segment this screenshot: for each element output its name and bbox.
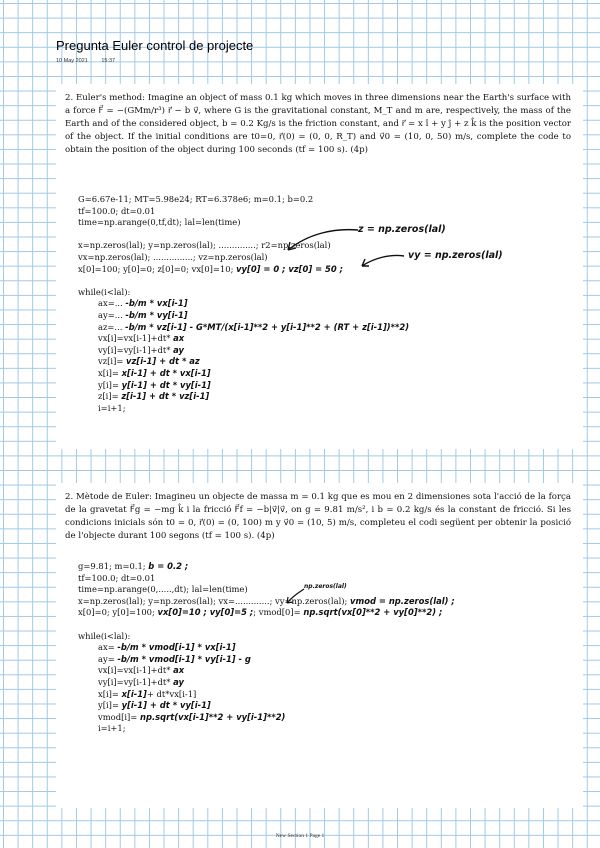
code-line: z[i]= z[i-1] + dt * vz[i-1] [98,391,210,402]
code-line: time=np.arange(0,.....,dt); lal=len(time) [78,584,248,595]
code-line: ax= -b/m * vmod[i-1] * vx[i-1] [98,642,236,653]
code-line: ay= -b/m * vmod[i-1] * vy[i-1] - g [98,653,251,664]
handwritten-answer: -b/m * vy[i-1] [125,309,188,320]
handwritten-answer: ax [173,665,185,676]
code-line: vmod[i]= np.sqrt(vx[i-1]**2 + vy[i-1]**2) [98,711,286,722]
code-line: vx[i]=vx[i-1]+dt* ax [98,333,185,344]
arrow-icon [278,222,364,256]
handwritten-answer: vx[0]=10 ; vy[0]=5 ; [157,607,254,618]
code-line: i=i+1; [98,723,126,734]
handwritten-answer: y[i-1] + dt * vy[i-1] [121,700,211,711]
code-line: tf=100.0; dt=0.01 [78,572,156,583]
code-line: time=np.arange(0,tf,dt); lal=len(time) [78,217,241,228]
code-line: y[i]= y[i-1] + dt * vy[i-1] [98,379,211,390]
code-line: x[i]= x[i-1]+ dt*vx[i-1] [98,688,197,699]
handwritten-answer: x[i-1] + dt * vx[i-1] [121,367,211,378]
question-1-card [56,84,583,449]
page-title: Pregunta Euler control de projecte [56,38,254,53]
arrow-icon [356,246,408,272]
handwritten-answer: x[i-1] [121,688,147,699]
handwritten-answer: vmod = np.zeros(lal) ; [350,595,455,606]
code-line: ay=... -b/m * vy[i-1] [98,309,188,320]
page-time: 15:37 [101,58,116,64]
handwritten-note-vy: vy = np.zeros(lal) [408,250,503,261]
handwritten-answer: z[i-1] + dt * vz[i-1] [121,391,210,402]
handwritten-answer: y[i-1] + dt * vy[i-1] [121,379,211,390]
handwritten-answer: vz[i-1] + dt * az [126,356,200,367]
code-line: x[i]= x[i-1] + dt * vx[i-1] [98,367,211,378]
question-2-code [78,561,455,735]
code-line: x[0]=0; y[0]=100; vx[0]=10 ; vy[0]=5 ;; vmod[0]= np.sqrt(vx[0]**2 + vy[0]**2) ; [78,607,443,618]
code-line: vy[i]=vy[i-1]+dt* ay [98,344,184,355]
code-line: y[i]= y[i-1] + dt * vy[i-1] [98,700,211,711]
code-line: tf=100.0; dt=0.01 [78,205,156,216]
code-line: x=np.zeros(lal); y=np.zeros(lal); ..............; r2=np.zeros(lal) [78,240,331,251]
handwritten-answer: ay [173,344,184,355]
code-line: vy[i]=vy[i-1]+dt* ay [98,676,184,687]
page-date: 10 May 2021 [56,58,88,64]
handwritten-answer: -b/m * vmod[i-1] * vx[i-1] [117,642,236,653]
handwritten-answer: -b/m * vx[i-1] [125,298,188,309]
code-line: ax=... -b/m * vx[i-1] [98,298,188,309]
handwritten-answer: -b/m * vz[i-1] - G*MT/(x[i-1]**2 + y[i-1]**2 + (RT + z[i-1])**2) [125,321,410,332]
code-line: vx=np.zeros(lal); ...............; vz=np.zeros(lal) [78,251,268,262]
question-2-card [56,483,583,808]
handwritten-answer: -b/m * vmod[i-1] * vy[i-1] - g [117,653,251,664]
code-line: while(i<lal): [78,286,131,297]
handwritten-answer: vy[0] = 0 ; vz[0] = 50 ; [236,263,343,274]
code-line [78,275,409,287]
handwritten-note-vx: np.zeros(lal) [304,583,347,590]
question-2-statement: 2. Mètode de Euler: Imagineu un objecte de massa m = 0.1 kg que es mou en 2 dimensiones sota l'acció de la força de la gravetat F⃗g = −mg k̂ i la fricció F⃗f = −b|v⃗|v⃗, on g = 9.81 m/s², i b = 0.2 kg/s és la constant de fricció. Si les condicions inicials són t0 = 0, r⃗(0) = (0, 100) m y v⃗0 = (10, 5) m/s, completeu el codi següent per obtenir la posició de l'objecte durant 100 segons (tf = 100 s). (4p) [65,492,571,541]
code-line: x[0]=100; y[0]=0; z[0]=0; vx[0]=10; vy[0] = 0 ; vz[0] = 50 ; [78,263,343,274]
code-line: g=9.81; m=0.1; b = 0.2 ; [78,561,189,571]
handwritten-answer: ay [173,676,184,687]
code-line: x=np.zeros(lal); y=np.zeros(lal); vx=.............; vy=np.zeros(lal); vmod = np.zeros(lal) ; [78,595,455,606]
arrow-icon [282,587,308,607]
handwritten-answer: b = 0.2 ; [148,561,189,571]
code-line: az=... -b/m * vz[i-1] - G*MT/(x[i-1]**2 + y[i-1]**2 + (RT + z[i-1])**2) [98,321,410,332]
handwritten-answer: np.sqrt(vx[0]**2 + vy[0]**2) ; [303,607,443,618]
code-line: G=6.67e-11; MT=5.98e24; RT=6.378e6; m=0.1; b=0.2 [78,194,314,204]
code-line: while(i<lal): [78,630,131,641]
page-meta [56,58,127,64]
code-line [78,619,455,631]
handwritten-answer: np.sqrt(vx[i-1]**2 + vy[i-1]**2) [139,711,286,722]
question-1-statement: 2. Euler's method: Imagine an object of mass 0.1 kg which moves in three dimensions near the Earth's surface with a force F⃗ = −(GMm/r³) r⃗ − b v⃗, where G is the gravitational constant, M_T and m are, respectively, the mass of the Earth and of the considered object, b = 0.2 Kg/s is the friction constant, and r⃗ = x î + y ĵ + z k̂ is the position vector of the object. If the initial conditions are t0=0, r⃗(0) = (0, 0, R_T) and v⃗0 = (10, 0, 50) m/s, complete the code to obtain the position of the object during 100 seconds (tf = 100 s). (4p) [65,93,571,155]
code-line: i=i+1; [98,402,126,413]
code-line: vz[i]= vz[i-1] + dt * az [98,356,200,367]
handwritten-note-z: z = np.zeros(lal) [358,224,446,235]
code-line: vx[i]=vx[i-1]+dt* ax [98,665,185,676]
handwritten-answer: ax [173,333,185,344]
page-footer: New Section 1 Page 1 [275,833,325,839]
